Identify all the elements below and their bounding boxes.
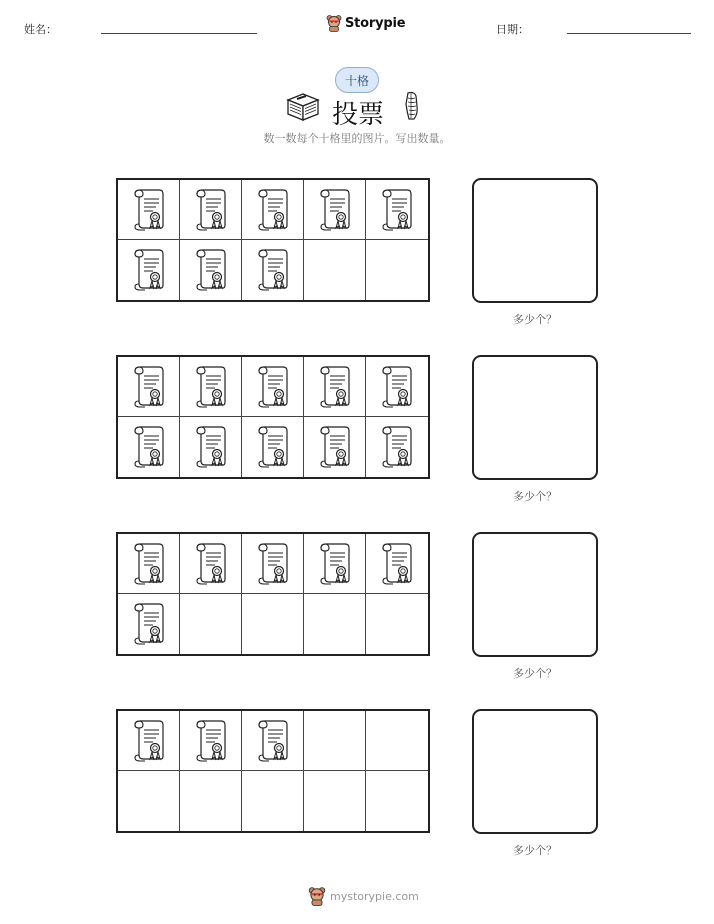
scroll-certificate-icon (131, 715, 167, 767)
how-many-label: 多少个？ (513, 490, 557, 503)
name-field-line[interactable] (101, 33, 257, 34)
ten-frame-cell (304, 240, 366, 300)
how-many-label: 多少个？ (513, 844, 557, 857)
ballot-box-icon (284, 90, 322, 122)
ten-frame-cell (366, 240, 428, 300)
ten-frame-cell (366, 711, 428, 771)
ten-frame-cell (242, 417, 304, 477)
scroll-certificate-icon (379, 184, 415, 236)
footer-url: mystorypie.com (330, 889, 419, 903)
scroll-certificate-icon (255, 361, 291, 413)
scroll-certificate-icon (131, 421, 167, 473)
ten-frame-cell (180, 594, 242, 654)
ten-frame-cell (118, 594, 180, 654)
ten-frame-cell (180, 534, 242, 594)
ten-frame-cell (366, 417, 428, 477)
scroll-certificate-icon (193, 244, 229, 296)
bear-mascot-icon (308, 886, 326, 906)
scroll-certificate-icon (193, 361, 229, 413)
ten-frame-cell (118, 771, 180, 831)
ten-frame-cell (118, 417, 180, 477)
scroll-certificate-icon (379, 361, 415, 413)
scroll-certificate-icon (317, 538, 353, 590)
date-field-line[interactable] (567, 33, 691, 34)
ten-frame-cell (242, 711, 304, 771)
ten-frame-cell (242, 771, 304, 831)
date-label: 日期： (496, 23, 529, 36)
instructions: 数一数每个十格里的图片。写出数量。 (263, 132, 451, 145)
ten-frame-cell (242, 357, 304, 417)
ten-frame-cell (180, 771, 242, 831)
ten-frame-cell (118, 357, 180, 417)
answer-box[interactable] (472, 178, 598, 303)
brand-logo (326, 12, 405, 34)
ten-frame (116, 355, 430, 479)
ten-frame-cell (366, 180, 428, 240)
scroll-certificate-icon (131, 538, 167, 590)
scroll-certificate-icon (255, 538, 291, 590)
scroll-certificate-icon (193, 184, 229, 236)
scroll-certificate-icon (379, 538, 415, 590)
scroll-certificate-icon (131, 598, 167, 650)
scroll-certificate-icon (255, 421, 291, 473)
ten-frame-cell (118, 180, 180, 240)
ten-frame-cell (366, 594, 428, 654)
scroll-certificate-icon (131, 184, 167, 236)
ten-frame-cell (366, 357, 428, 417)
bear-mascot-icon (326, 14, 342, 32)
ten-frame-cell (242, 534, 304, 594)
ten-frame-cell (304, 534, 366, 594)
scroll-certificate-icon (131, 361, 167, 413)
answer-box[interactable] (472, 709, 598, 834)
ten-frame (116, 178, 430, 302)
ten-frame-cell (304, 180, 366, 240)
how-many-label: 多少个？ (513, 313, 557, 326)
scroll-certificate-icon (317, 421, 353, 473)
scroll-certificate-icon (255, 715, 291, 767)
ten-frame (116, 532, 430, 656)
ten-frame-cell (180, 240, 242, 300)
ten-frame-cell (304, 417, 366, 477)
how-many-label: 多少个？ (513, 667, 557, 680)
ten-frame-cell (242, 240, 304, 300)
scroll-certificate-icon (193, 538, 229, 590)
scroll-certificate-icon (193, 421, 229, 473)
ten-frame-cell (180, 180, 242, 240)
ten-frame-cell (118, 711, 180, 771)
ten-frame-cell (304, 594, 366, 654)
hand-ballot-icon (400, 90, 424, 122)
ten-frame-cell (180, 417, 242, 477)
ten-frame-cell (366, 771, 428, 831)
name-label: 姓名： (24, 23, 57, 36)
scroll-certificate-icon (379, 421, 415, 473)
answer-box[interactable] (472, 532, 598, 657)
ten-frame-cell (304, 711, 366, 771)
ten-frame-cell (304, 357, 366, 417)
brand-name: Storypie (345, 15, 406, 31)
ten-frame (116, 709, 430, 833)
ten-frame-cell (118, 534, 180, 594)
ten-frame-cell (242, 180, 304, 240)
scroll-certificate-icon (317, 184, 353, 236)
answer-box[interactable] (472, 355, 598, 480)
ten-frame-cell (366, 534, 428, 594)
scroll-certificate-icon (131, 244, 167, 296)
ten-frame-cell (304, 771, 366, 831)
ten-frame-cell (118, 240, 180, 300)
tenframe-badge: 十格 (335, 67, 379, 93)
footer (308, 886, 419, 906)
ten-frame-cell (180, 357, 242, 417)
scroll-certificate-icon (193, 715, 229, 767)
ten-frame-cell (180, 711, 242, 771)
page-title: 投票 (331, 100, 384, 130)
ten-frame-cell (242, 594, 304, 654)
scroll-certificate-icon (255, 184, 291, 236)
scroll-certificate-icon (317, 361, 353, 413)
scroll-certificate-icon (255, 244, 291, 296)
